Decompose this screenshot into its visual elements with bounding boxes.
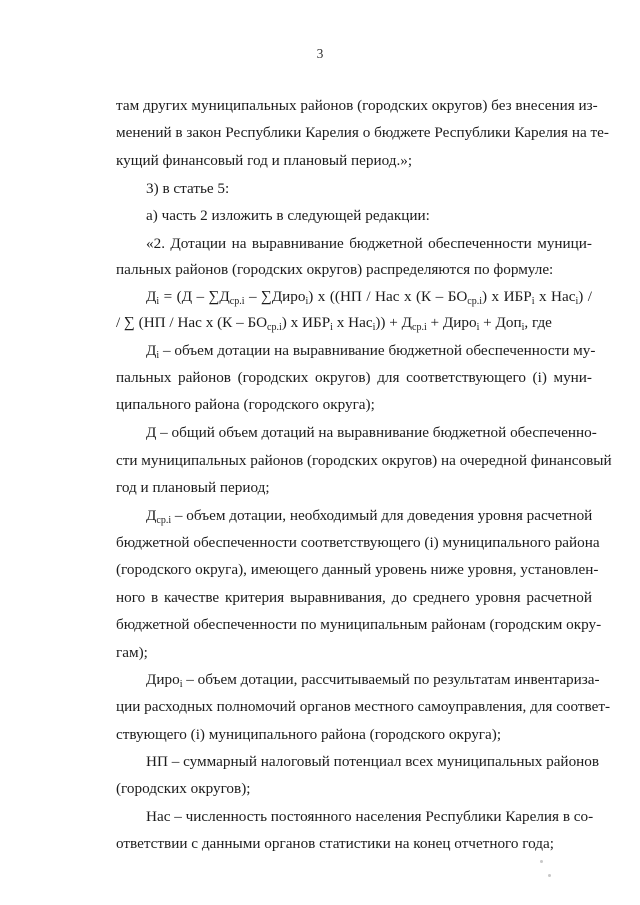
- text-line: пальных районов (городских округов) распределяются по формуле:: [116, 261, 554, 278]
- text-line: Нас – численность постоянного населения Республики Карелия в со-: [146, 808, 594, 825]
- text-line: год и плановый период;: [116, 479, 270, 496]
- text-line: ции расходных полномочий органов местного самоуправления, для соответ-: [116, 698, 611, 715]
- text-line: 3) в статье 5:: [146, 180, 230, 197]
- text-line: (городского округа), имеющего данный уровень ниже уровня, установлен-: [116, 561, 599, 578]
- text-line: ствующего (i) муниципального района (городского округа);: [116, 726, 502, 743]
- formula-line-1: $Д_i = (Д - \sum Д_{ср.i}$ – ∑Диро$_i$) x ((НП / Нас x $(К - БО_{ср.i})$ x $ИБР_i$ x Нас$_i$) /: [146, 288, 593, 307]
- scan-speck: [540, 860, 543, 863]
- formula-line-2: / ∑ (НП / Нас x $(К - БО_{ср.i})$ x $ИБР_i$ x $Нас_i)) + Д_{ср.i}$ + Диро$_i$ + Доп$_i$, где: [116, 314, 552, 333]
- text-line: (городских округов);: [116, 780, 251, 797]
- definition-di: $Д_i$ – объем дотации на выравнивание бюджетной обеспеченности му-: [146, 342, 596, 361]
- text-line: Д – общий объем дотаций на выравнивание бюджетной обеспеченно-: [146, 424, 597, 441]
- definition-diro: Диро$_i$ – объем дотации, рассчитываемый по результатам инвентариза-: [146, 671, 600, 690]
- text-line: менений в закон Республики Карелия о бюджете Республики Карелия на те-: [116, 124, 609, 141]
- text-line: там других муниципальных районов (городских округов) без внесения из-: [116, 97, 598, 114]
- text-line: а) часть 2 изложить в следующей редакции:: [146, 207, 430, 224]
- text-line: ответствии с данными органов статистики на конец отчетного года;: [116, 835, 554, 852]
- text-line: «2. Дотации на выравнивание бюджетной обеспеченности муници-: [146, 235, 592, 252]
- text-line: пальных районов (городских округов) для соответствующего (i) муни-: [116, 369, 592, 386]
- text-line: бюджетной обеспеченности соответствующего (i) муниципального района: [116, 534, 600, 551]
- text-line: гам);: [116, 644, 148, 661]
- text-line: сти муниципальных районов (городских округов) на очередной финансовый: [116, 452, 612, 469]
- text-line: ного в качестве критерия выравнивания, до среднего уровня расчетной: [116, 589, 592, 606]
- text-line: ципального района (городского округа);: [116, 396, 375, 413]
- text-line: кущий финансовый год и плановый период.»;: [116, 152, 413, 169]
- text-line: НП – суммарный налоговый потенциал всех муниципальных районов: [146, 753, 600, 770]
- page-number: 3: [316, 46, 324, 61]
- scan-speck: [548, 874, 551, 877]
- definition-dcpi: $Д_{ср.i}$ – объем дотации, необходимый для доведения уровня расчетной: [146, 507, 593, 526]
- text-line: бюджетной обеспеченности по муниципальным районам (городским окру-: [116, 616, 602, 633]
